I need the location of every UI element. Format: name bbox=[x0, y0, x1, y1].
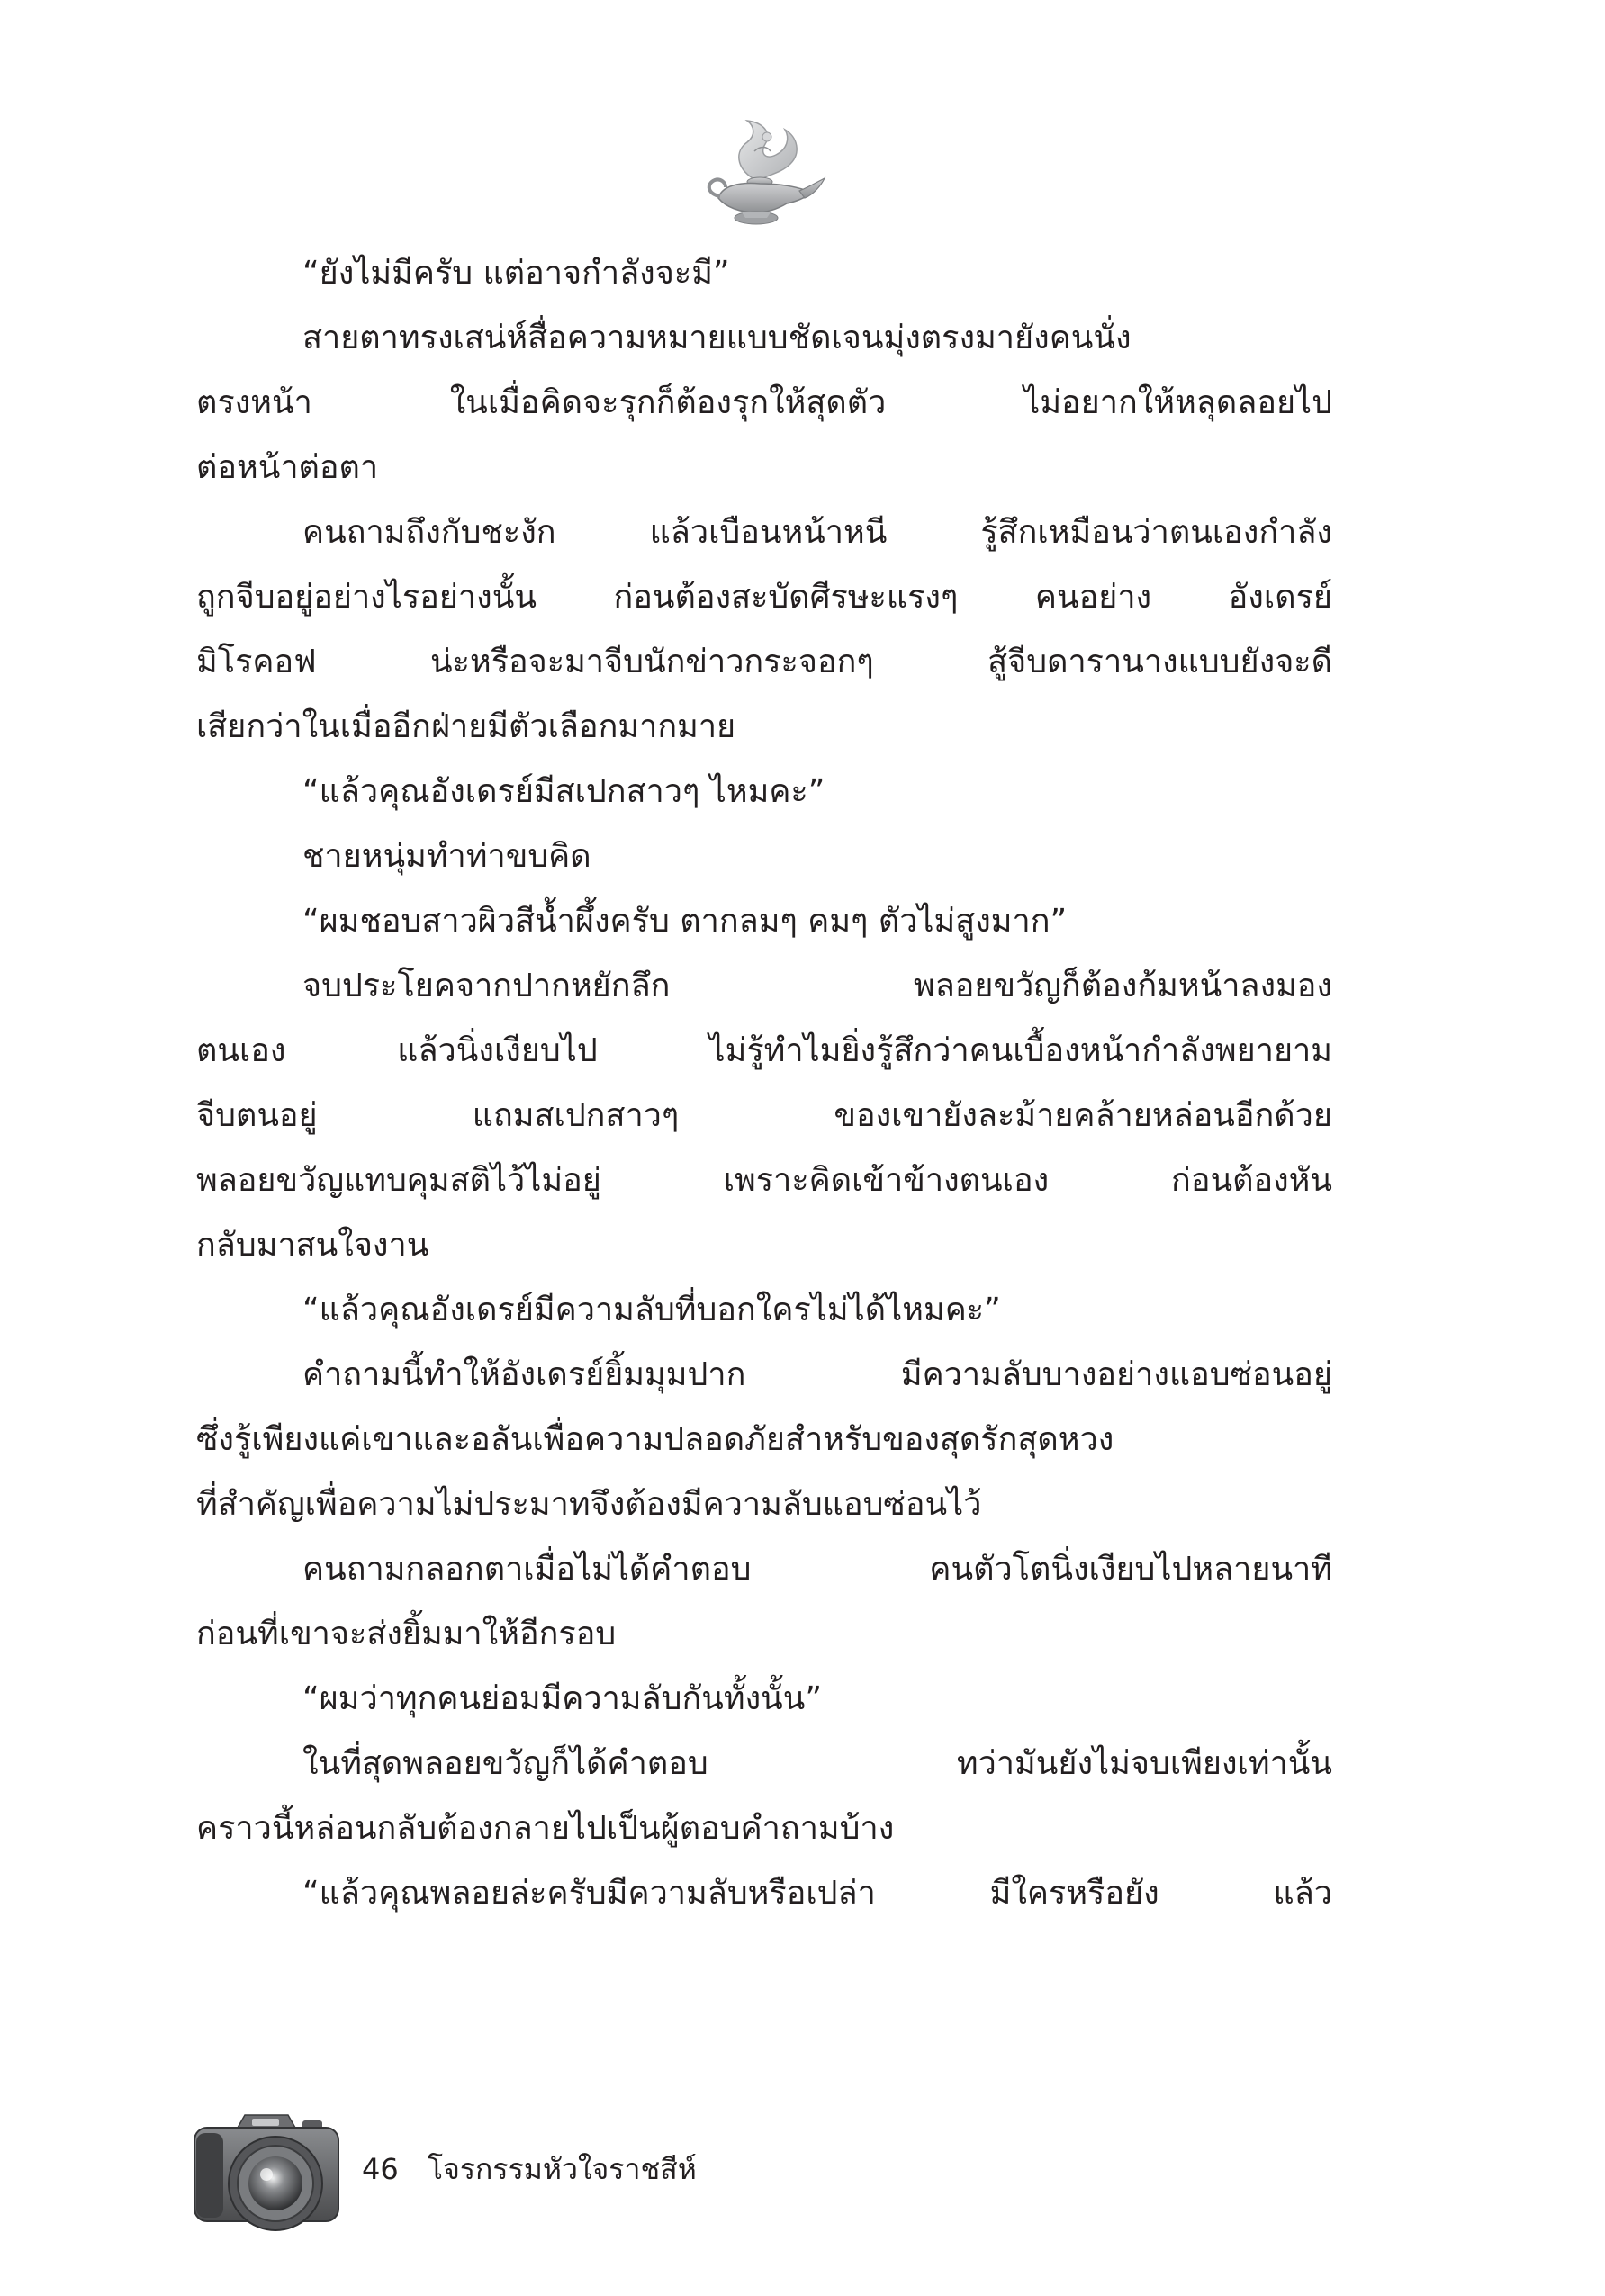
paragraph-line: ในที่สุดพลอยขวัญก็ได้คำตอบ ทว่ามันยังไม่จบเพียงเท่านั้น bbox=[302, 1745, 1332, 1782]
paragraph-line: พลอยขวัญแทบคุมสติไว้ไม่อยู่ เพราะคิดเข้าข้างตนเอง ก่อนต้องหัน bbox=[196, 1162, 1332, 1199]
paragraph-line: คนถามถึงกับชะงัก แล้วเบือนหน้าหนี รู้สึกเหมือนว่าตนเองกำลัง bbox=[302, 514, 1332, 551]
page-footer bbox=[362, 2142, 697, 2196]
paragraph-line: ก่อนที่เขาจะส่งยิ้มมาให้อีกรอบ bbox=[196, 1616, 617, 1652]
paragraph-line: คำถามนี้ทำให้อังเดรย์ยิ้มมุมปาก มีความลับบางอย่างแอบซ่อนอยู่ bbox=[302, 1356, 1332, 1393]
paragraph-line: ซึ่งรู้เพียงแค่เขาและอลันเพื่อความปลอดภัยสำหรับของสุดรักสุดหวง bbox=[196, 1421, 1114, 1458]
body-text bbox=[196, 241, 1332, 1926]
paragraph-line: ชายหนุ่มทำท่าขบคิด bbox=[302, 838, 591, 875]
paragraph-line: “แล้วคุณอังเดรย์มีความลับที่บอกใครไม่ได้ไหมคะ” bbox=[302, 1292, 1001, 1328]
paragraph-line: เสียกว่าในเมื่ออีกฝ่ายมีตัวเลือกมากมาย bbox=[196, 708, 736, 745]
paragraph-line: ตรงหน้า ในเมื่อคิดจะรุกก็ต้องรุกให้สุดตัว ไม่อยากให้หลุดลอยไป bbox=[196, 384, 1332, 421]
paragraph-line: คราวนี้หล่อนกลับต้องกลายไปเป็นผู้ตอบคำถามบ้าง bbox=[196, 1810, 895, 1847]
paragraph-line: กลับมาสนใจงาน bbox=[196, 1227, 429, 1264]
paragraph-line: จบประโยคจากปากหยักลึก พลอยขวัญก็ต้องก้มหน้าลงมอง bbox=[302, 968, 1332, 1004]
paragraph-line: “แล้วคุณพลอยล่ะครับมีความลับหรือเปล่า มีใครหรือยัง แล้ว bbox=[302, 1875, 1332, 1912]
paragraph-line: ตนเอง แล้วนิ่งเงียบไป ไม่รู้ทำไมยิ่งรู้สึกว่าคนเบื้องหน้ากำลังพยายาม bbox=[196, 1032, 1332, 1069]
paragraph-line: “ยังไม่มีครับ แต่อาจกำลังจะมี” bbox=[302, 255, 730, 292]
paragraph-line: “ผมว่าทุกคนย่อมมีความลับกันทั้งนั้น” bbox=[302, 1680, 823, 1717]
paragraph-line: ที่สำคัญเพื่อความไม่ประมาทจึงต้องมีความลับแอบซ่อนไว้ bbox=[196, 1486, 982, 1523]
paragraph-line: ต่อหน้าต่อตา bbox=[196, 449, 379, 486]
paragraph-line: สายตาทรงเสน่ห์สื่อความหมายแบบชัดเจนมุ่งตรงมายังคนนั่ง bbox=[302, 320, 1132, 356]
paragraph-line: จีบตนอยู่ แถมสเปกสาวๆ ของเขายังละม้ายคล้ายหล่อนอีกด้วย bbox=[196, 1097, 1332, 1134]
magic-lamp-icon bbox=[700, 115, 826, 232]
paragraph-line: “ผมชอบสาวผิวสีน้ำผึ้งครับ ตากลมๆ คมๆ ตัวไม่สูงมาก” bbox=[302, 903, 1068, 940]
paragraph-line: ถูกจีบอยู่อย่างไรอย่างนั้น ก่อนต้องสะบัดศีรษะแรงๆ คนอย่าง อังเดรย์ bbox=[196, 579, 1332, 616]
page-number: 46 bbox=[362, 2152, 399, 2186]
camera-icon bbox=[189, 2108, 344, 2245]
paragraph-line: คนถามกลอกตาเมื่อไม่ได้คำตอบ คนตัวโตนิ่งเงียบไปหลายนาที bbox=[302, 1551, 1332, 1588]
book-title: โจรกรรมหัวใจราชสีห์ bbox=[427, 2152, 697, 2186]
paragraph-line: “แล้วคุณอังเดรย์มีสเปกสาวๆ ไหมคะ” bbox=[302, 773, 825, 810]
paragraph-line: มิโรคอฟ น่ะหรือจะมาจีบนักข่าวกระจอกๆ สู้จีบดารานางแบบยังจะดี bbox=[196, 644, 1332, 680]
